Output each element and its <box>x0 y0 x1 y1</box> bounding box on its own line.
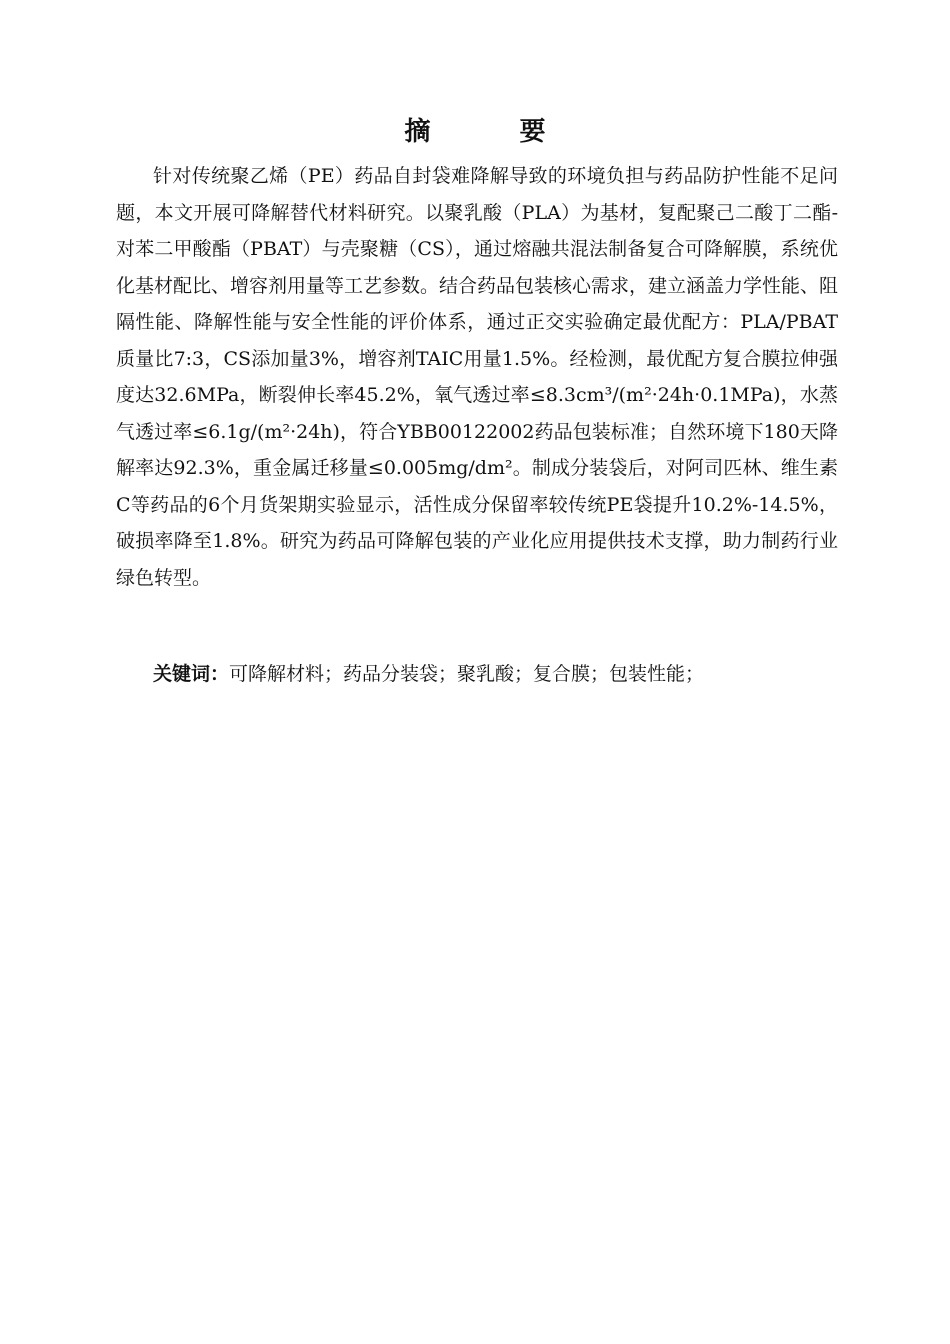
abstract-body: 针对传统聚乙烯（PE）药品自封袋难降解导致的环境负担与药品防护性能不足问题，本文开展可降解替代材料研究。以聚乳酸（PLA）为基材，复配聚己二酸丁二酯-对苯二甲酸酯（PBAT）与壳聚糖（CS），通过熔融共混法制备复合可降解膜，系统优化基材配比、增容剂用量等工艺参数。结合药品包装核心需求，建立涵盖力学性能、阻隔性能、降解性能与安全性能的评价体系，通过正交实验确定最优配方：PLA/PBAT质量比7:3，CS添加量3%，增容剂TAIC用量1.5%。经检测，最优配方复合膜拉伸强度达32.6MPa，断裂伸长率45.2%，氧气透过率≤8.3cm³/(m²·24h·0.1MPa)，水蒸气透过率≤6.1g/(m²·24h)，符合YBB00122002药品包装标准；自然环境下180天降解率达92.3%，重金属迁移量≤0.005mg/dm²。制成分装袋后，对阿司匹林、维生素C等药品的6个月货架期实验显示，活性成分保留率较传统PE袋提升10.2%-14.5%，破损率降至1.8%。研究为药品可降解包装的产业化应用提供技术支撑，助力制药行业绿色转型。 <box>116 165 839 589</box>
abstract-title: 摘 要 <box>404 117 586 147</box>
keywords-label: 关键词： <box>153 663 230 685</box>
keywords-line <box>116 656 838 692</box>
keywords-text: 可降解材料；药品分装袋；聚乳酸；复合膜；包装性能； <box>229 663 705 685</box>
